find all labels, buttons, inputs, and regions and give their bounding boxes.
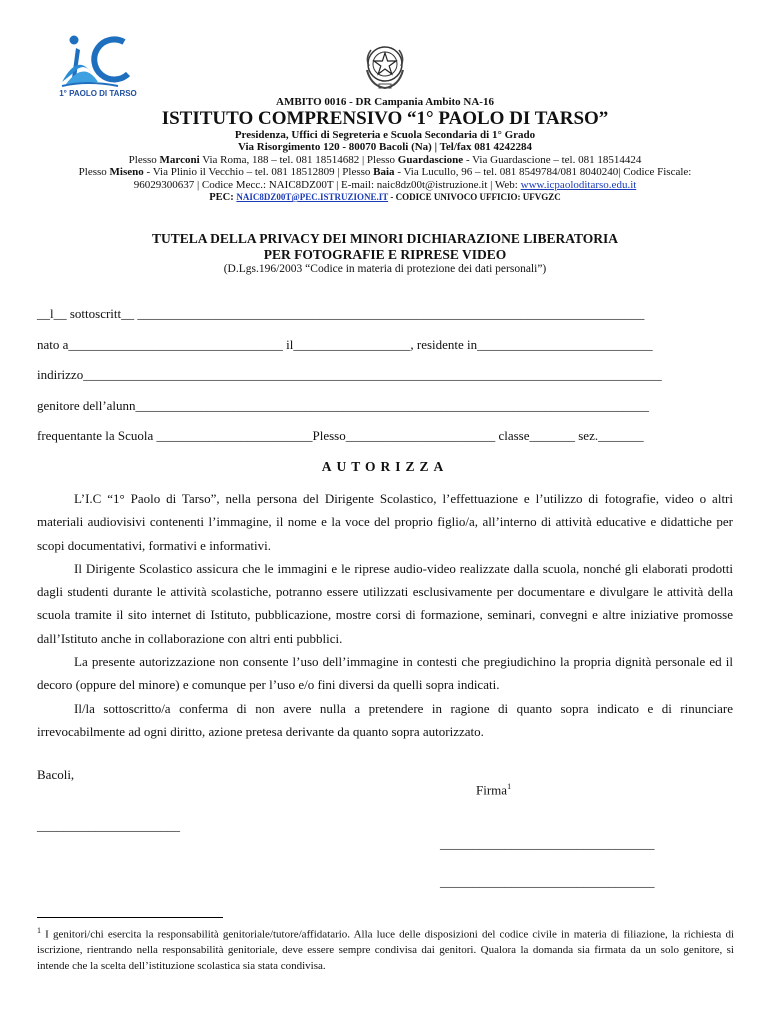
address-field[interactable]: indirizzo_________________________________________________________________________________________ <box>37 367 662 382</box>
italian-emblem-icon <box>361 40 409 92</box>
sottoscritto-field[interactable]: __l__ sottoscritt__ ______________________________________________________________________________ <box>37 306 645 321</box>
presidenza-line: Presidenza, Uffici di Segreteria e Scuola Secondaria di 1° Grado <box>234 129 536 141</box>
paragraph: Il Dirigente Scolastico assicura che le immagini e le riprese audio-video realizzate dalla scuola, nonché gli elaborati prodotti dagli studenti durante le attività scolastiche, potranno essere utilizzati esclusivamente per documentare e divulgare le attività della scuola tramite il sito internet di Istituto, pubblicazione, mostre corsi di formazione, seminari, convegni e altre iniziative promosse dall’Istituto anche in collaborazione con altri enti pubblici. <box>37 560 733 646</box>
ambito-line: AMBITO 0016 - DR Campania Ambito NA-16 <box>276 96 494 108</box>
school-logo <box>58 30 138 98</box>
svg-text:1° PAOLO DI TARSO: 1° PAOLO DI TARSO <box>59 89 137 98</box>
document-subtitle: (D.Lgs.196/2003 “Codice in materia di protezione dei dati personali”) <box>223 263 547 275</box>
footnote: $^1$ I genitori/chi esercita la responsabilità genitoriale/tutore/affidatario. Alla luce delle disposizioni del codice civile in materia di filiazione, la richiesta di iscrizione, rientrando nella responsabilità genitoriale, deve essere sempre condivisa dai genitori. Qualora la domanda sia firmata da un solo genitore, si intende che la scelta dell’istituzione scolastica sia stata condivisa. <box>37 926 735 972</box>
plessi-line-1: Plesso Marconi Via Roma, 188 – tel. 081 18514682 | Plesso Guardascione - Via Guardascione – tel. 081 18514424 <box>128 154 642 166</box>
signature-line-2[interactable]: _________________________________ <box>440 874 655 889</box>
autorizza-heading: AUTORIZZA <box>321 459 449 474</box>
paragraph: Il/la sottoscritto/a conferma di non avere nulla a pretendere in ragione di quanto sopra indicato e di rinunciare irrevocabilmente ad ogni diritto, azione pretesa derivante da quanto sopra autorizzato. <box>37 700 733 739</box>
firma-label: Firma$^1$ <box>476 782 512 798</box>
address-line: Via Risorgimento 120 - 80070 Bacoli (Na) | Tel/fax 081 4242284 <box>237 141 533 153</box>
pec-email-link[interactable]: NAIC8DZ00T@PEC.ISTRUZIONE.IT <box>236 192 389 202</box>
website-link[interactable]: www.icpaoloditarso.edu.it <box>520 179 637 191</box>
plessi-line-2: Plesso Miseno - Via Plinio il Vecchio – tel. 081 18512809 | Plesso Baia - Via Lucullo, 96 – tel. 081 8549784/081 8040240| Codice Fiscale: <box>78 166 692 178</box>
pec-line: PEC: NAIC8DZ00T@PEC.ISTRUZIONE.IT - CODICE UNIVOCO UFFICIO: UFVGZC <box>209 192 561 203</box>
paragraph: La presente autorizzazione non consente l’uso dell’immagine in contesti che pregiudichino la propria dignità personale ed il decoro (oppure del minore) e comunque per l’uso e/o fini diversi da quelli sopra indicati. <box>37 654 733 693</box>
paragraph: L’I.C “1° Paolo di Tarso”, nella persona del Dirigente Scolastico, l’effettuazione e l’utilizzo di fotografie, video o altri materiali audiovisivi contenenti l’immagine, il nome e la voce del proprio figlio/a, all’interno di attività educative e didattiche per scopi documentativi, formativi e informativi. <box>37 491 733 553</box>
codes-line: 96029300637 | Codice Mecc.: NAIC8DZ00T | E-mail: naic8dz00t@istruzione.it | Web: www.icpaoloditarso.edu.it <box>133 179 637 191</box>
school-class-field[interactable]: frequentante la Scuola ________________________Plesso_______________________ classe_______ sez._______ <box>37 428 644 443</box>
body-text <box>37 487 733 743</box>
place-label: Bacoli, <box>37 767 75 782</box>
footnote-divider <box>37 917 223 918</box>
document-title: TUTELA DELLA PRIVACY DEI MINORI DICHIARAZIONE LIBERATORIA PER FOTOGRAFIE E RIPRESE VIDEO <box>151 231 619 262</box>
birthplace-residence-field[interactable]: nato a_________________________________ il__________________, residente in___________________________ <box>37 337 653 352</box>
school-name: ISTITUTO COMPRENSIVO “1° PAOLO DI TARSO” <box>161 108 609 129</box>
date-line[interactable]: ______________________ <box>37 818 180 833</box>
signature-line-1[interactable]: _________________________________ <box>440 836 655 851</box>
parent-of-student-field[interactable]: genitore dell’alunn_______________________________________________________________________________ <box>37 398 650 413</box>
